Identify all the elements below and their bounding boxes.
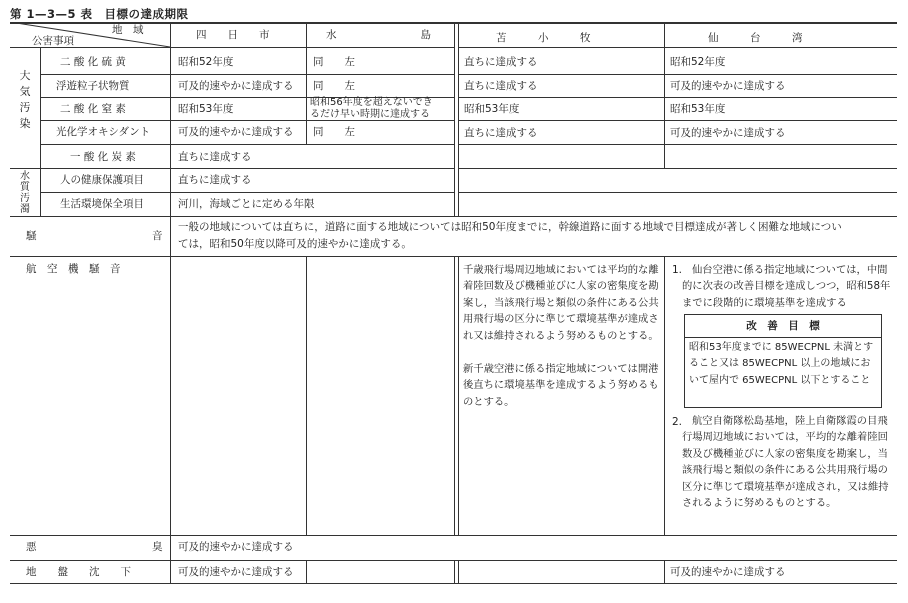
rule-water-1r — [458, 192, 897, 193]
aircraft-tomakomai-p2: 新千歳空港に係る指定地域については開港後直ちに環境基準を達成するよう努めるものとする。 — [463, 363, 659, 408]
cell-mizushima: 昭和56年度を超えないでき るだけ早い時期に達成する — [310, 97, 433, 120]
rule-air-end-r — [458, 168, 897, 169]
col-yokkaichi-rule-3 — [306, 560, 307, 583]
rule-air-1 — [40, 74, 454, 75]
col-sendai-rule-2 — [664, 256, 665, 535]
header-item-label: 公害事項 — [32, 35, 74, 47]
cell-sendai: 可及的速やかに達成する — [670, 127, 786, 139]
cell-merged: 河川，海域ごとに定める年限 — [178, 198, 315, 210]
air-group-label: 大 気 汚 染 — [19, 69, 31, 130]
cell-yokkaichi: 可及的速やかに達成する — [178, 126, 294, 138]
col-mizushima-rule-3 — [454, 560, 455, 583]
col-yokkaichi-rule-2 — [306, 256, 307, 535]
cell-sendai: 可及的速やかに達成する — [670, 80, 786, 92]
col-yokkaichi-rule — [306, 22, 307, 144]
col-tomakomai-rule-3 — [458, 560, 459, 583]
cell-yokkaichi: 可及的速やかに達成する — [178, 566, 294, 578]
cell-sendai: 昭和52年度 — [670, 56, 726, 68]
cell-sendai: 昭和53年度 — [670, 103, 726, 115]
col-group-rule — [40, 47, 41, 216]
air-row-label: 浮遊粒子状物質 — [56, 80, 130, 92]
cell-tomakomai: 直ちに達成する — [464, 56, 538, 68]
rule-water-end — [10, 216, 897, 217]
cell-yokkaichi: 可及的速やかに達成する — [178, 80, 294, 92]
header-sendai: 仙 台 湾 — [708, 32, 803, 44]
col-tomakomai-rule — [458, 22, 459, 216]
air-row-label: 一 酸 化 炭 素 — [70, 151, 136, 163]
rule-air-1r — [458, 74, 897, 75]
air-row-label: 光化学オキシダント — [56, 126, 151, 138]
rule-air-3r — [458, 120, 897, 121]
cell-tomakomai: 直ちに達成する — [464, 80, 538, 92]
rule-water-1 — [40, 192, 454, 193]
odor-label: 悪 臭 — [26, 541, 163, 553]
aircraft-tomakomai-p1: 千歳飛行場周辺地域においては平均的な離着陸回数及び機種並びに人家の密集度を勘案し，当該飛行場と類似の条件にある公共用飛行場の区分に準じて環境基準が達成され又は維持されるよう努めるものとする。 — [463, 264, 659, 342]
aircraft-sendai-num1: 1. — [672, 264, 683, 276]
water-group-label: 水 質 汚 濁 — [20, 171, 30, 215]
col-tomakomai-rule-2 — [458, 256, 459, 535]
cell-merged: 可及的速やかに達成する — [178, 541, 294, 553]
aircraft-sendai-p1: 仙台空港に係る指定地域については，中間的に次表の改善目標を達成しつつ，昭和58年までに段階的に環境基準を達成する — [682, 264, 891, 309]
cell-mizushima: 同 左 — [313, 80, 355, 92]
aircraft-sendai-p2: 航空自衛隊松島基地，陸上自衛隊霞の目飛行場周辺地域においては，平均的な離着陸回数及び機種並びに人家の密集度を勘案し，当該飛行場と類似の条件にある公共用飛行場の区分に準じて環境基準が達成され，又は維持されるように努めるものとする。 — [682, 415, 889, 510]
improvement-target-title: 改 善 目 標 — [685, 315, 881, 338]
cell-mizushima: 同 左 — [313, 56, 355, 68]
col-mizushima-rule-2 — [454, 256, 455, 535]
header-tomakomai: 苫 小 牧 — [496, 32, 591, 44]
rule-air-4r — [458, 144, 897, 145]
cell-mizushima: 同 左 — [313, 126, 355, 138]
col-mizushima-rule — [454, 22, 455, 216]
rule-bottom — [10, 583, 897, 584]
cell-yokkaichi: 昭和52年度 — [178, 56, 234, 68]
noise-text-line2: ては，昭和50年度以降可及的速やかに達成する。 — [178, 238, 412, 250]
header-area-label: 地 域 — [112, 24, 144, 36]
col-label-rule — [170, 22, 171, 583]
rule-air-4 — [40, 144, 454, 145]
table-title: 第 1—3—5 表 目標の達成期限 — [10, 7, 189, 21]
noise-text-line1: 一般の地域については直ちに，道路に面する地域については昭和50年度までに，幹線道路に面する地域で目標達成が著しく困難な地域につい — [178, 221, 842, 233]
cell-tomakomai: 昭和53年度 — [464, 103, 520, 115]
rule-air-3 — [40, 120, 454, 121]
rule-air-end — [10, 168, 454, 169]
rule-header-right — [458, 47, 897, 48]
cell-merged: 直ちに達成する — [178, 174, 252, 186]
improvement-target-text: 昭和53年度までに 85WECPNL 未満とすること又は 85WECPNL 以上の地域において屋内で 65WECPNL 以下とすること — [689, 342, 874, 386]
aircraft-sendai-num2: 2. — [672, 416, 683, 428]
cell-tomakomai: 直ちに達成する — [464, 127, 538, 139]
water-row-label: 生活環境保全項目 — [60, 198, 144, 210]
col-sendai-rule — [664, 22, 665, 168]
noise-label: 騒 音 — [26, 230, 163, 242]
air-row-label: 二 酸 化 硫 黄 — [60, 56, 126, 68]
col-sendai-rule-3 — [664, 560, 665, 583]
cell-yokkaichi: 昭和53年度 — [178, 103, 234, 115]
air-row-label: 二 酸 化 窒 素 — [60, 103, 126, 115]
subsidence-label: 地 盤 沈 下 — [26, 566, 131, 578]
water-row-label: 人の健康保護項目 — [60, 174, 144, 186]
cell-merged: 直ちに達成する — [178, 151, 252, 163]
cell-sendai: 可及的速やかに達成する — [670, 566, 786, 578]
header-mizushima: 水 島 — [326, 29, 431, 41]
improvement-target-box — [684, 314, 882, 408]
header-yokkaichi: 四 日 市 — [196, 29, 270, 41]
rule-air-2r — [458, 97, 897, 98]
aircraft-label: 航 空 機 騒 音 — [26, 263, 121, 275]
rule-aircraft-end — [10, 535, 897, 536]
